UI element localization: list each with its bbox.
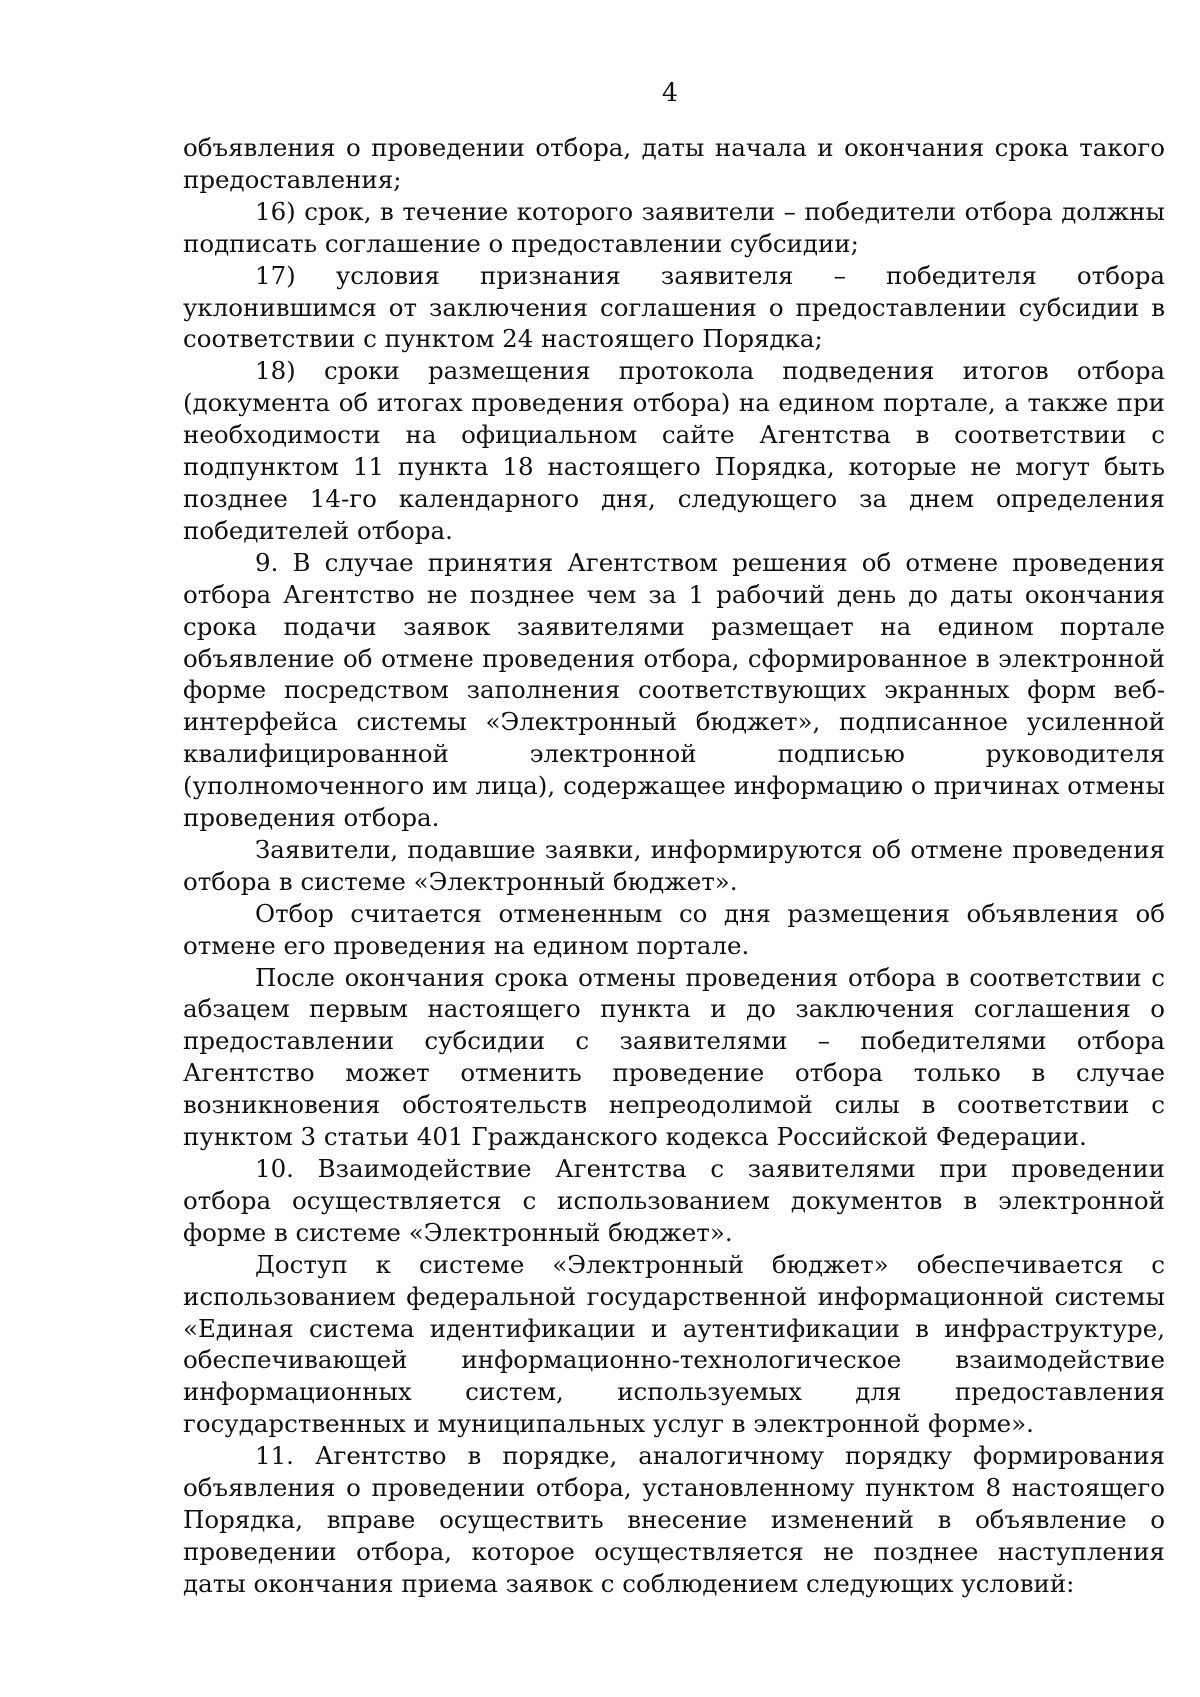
- paragraph-point-10: 10. Взаимодействие Агентства с заявителями при проведении отбора осуществляется с использованием документов в электронной форме в системе «Электронный бюджет».: [183, 1154, 1165, 1247]
- paragraph-continuation: объявления о проведении отбора, даты начала и окончания срока такого предоставления;: [183, 133, 1165, 194]
- paragraph-point-9: 9. В случае принятия Агентством решения об отмене проведения отбора Агентство не позднее чем за 1 рабочий день до даты окончания срока подачи заявок заявителями размещает на едином портале объявление об отмене проведения отбора, сформированное в электронной форме посредством заполнения соответствующих экранных форм веб-интерфейса системы «Электронный бюджет», подписанное усиленной квалифицированной электронной подписью руководителя (уполномоченного им лица), содержащее информацию о причинах отмены проведения отбора.: [183, 547, 1165, 833]
- paragraph-item-18: 18) сроки размещения протокола подведения итогов отбора (документа об итогах проведения отбора) на едином портале, а также при необходимости на официальном сайте Агентства в соответствии с подпунктом 11 пункта 18 настоящего Порядка, которые не могут быть позднее 14-го календарного дня, следующего за днем определения победителей отбора.: [183, 356, 1165, 545]
- paragraph-system-access: Доступ к системе «Электронный бюджет» обеспечивается с использованием федеральной государственной информационной системы «Единая система идентификации и аутентификации в инфраструктуре, обеспечивающей информационно-технологическое взаимодействие информационных систем, используемых для предоставления государственных и муниципальных услуг в электронной форме».: [183, 1249, 1165, 1439]
- paragraph-item-17: 17) условия признания заявителя – победителя отбора уклонившимся от заключения соглашения о предоставлении субсидии в соответствии с пунктом 24 настоящего Порядка;: [183, 260, 1165, 354]
- document-body: [183, 132, 1165, 1600]
- paragraph-point-11: 11. Агентство в порядке, аналогичному порядку формирования объявления о проведении отбора, установленному пунктом 8 настоящего Порядка, вправе осуществить внесение изменений в объявление о проведении отбора, которое осуществляется не позднее наступления даты окончания приема заявок с соблюдением следующих условий:: [183, 1441, 1165, 1598]
- paragraph-selection-cancelled: Отбор считается отмененным со дня размещения объявления об отмене его проведения на едином портале.: [183, 898, 1165, 960]
- paragraph-force-majeure: После окончания срока отмены проведения отбора в соответствии с абзацем первым настоящего пункта и до заключения соглашения о предоставлении субсидии с заявителями – победителями отбора Агентство может отменить проведение отбора только в случае возникновения обстоятельств непреодолимой силы в соответствии с пунктом 3 статьи 401 Гражданского кодекса Российской Федерации.: [183, 962, 1165, 1152]
- paragraph-item-16: 16) срок, в течение которого заявители – победители отбора должны подписать соглашение о предоставлении субсидии;: [183, 196, 1165, 258]
- page-number: 4: [662, 78, 678, 107]
- paragraph-applicants-informed: Заявители, подавшие заявки, информируются об отмене проведения отбора в системе «Электронный бюджет».: [183, 834, 1165, 896]
